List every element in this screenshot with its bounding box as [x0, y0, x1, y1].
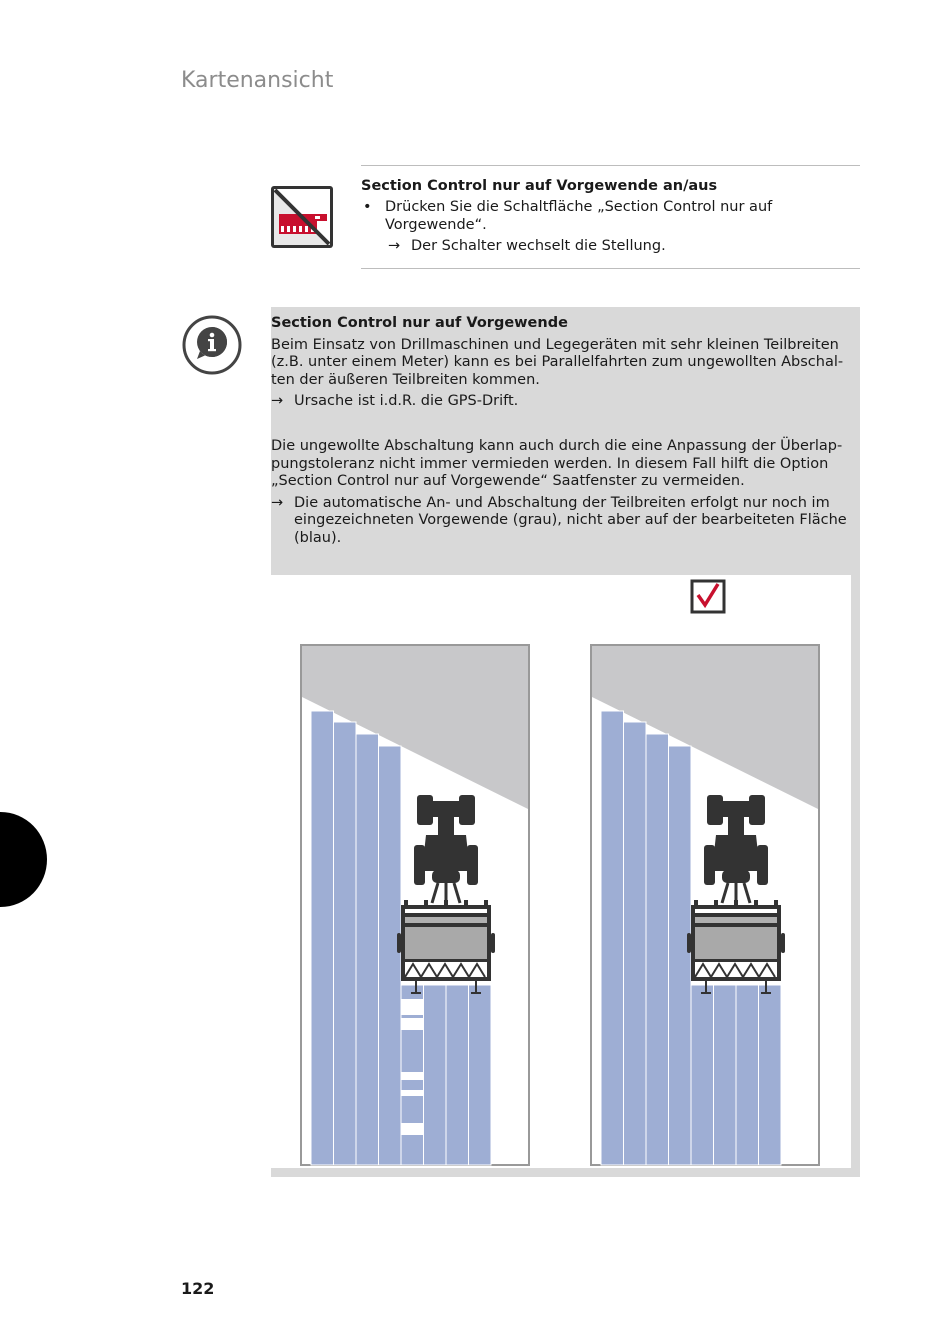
- divider-top: [361, 165, 860, 166]
- step-bullet-line1: • Drücken Sie die Schaltfläche „Section Control nur auf: [385, 199, 773, 215]
- note-arrow2-line3: (blau).: [294, 529, 342, 546]
- note-p1-line1: Beim Einsatz von Drillmaschinen und Legegeräten mit sehr kleinen Teilbreiten: [271, 336, 839, 353]
- arrow-right-icon: →: [271, 393, 284, 410]
- comparison-figure: [271, 575, 860, 1177]
- step-bullet: [361, 198, 860, 234]
- note-arrow2: [271, 495, 851, 548]
- note-arrow2-line1: Die automatische An- und Abschaltung der Teilbreiten erfolgt nur noch im: [294, 494, 830, 511]
- note-p1-line3: ten der äußeren Teilbreiten kommen.: [271, 371, 540, 388]
- note-p2-line3: „Section Control nur auf Vorgewende“ Saatfenster zu vermeiden.: [271, 473, 745, 490]
- step-bullet-line2: Vorgewende“.: [385, 217, 487, 233]
- note-text: [271, 315, 851, 548]
- step-result-text: Der Schalter wechselt die Stellung.: [411, 238, 666, 254]
- note-arrow1: [271, 393, 851, 411]
- section-control-headland-icon[interactable]: [271, 186, 333, 248]
- step-result: [361, 237, 860, 255]
- note-arrow1-text: Ursache ist i.d.R. die GPS-Drift.: [294, 393, 519, 410]
- checkbox-checked-icon: [692, 581, 724, 612]
- arrow-right-icon: →: [271, 494, 284, 511]
- note-p2-line1: Die ungewollte Abschaltung kann auch durch die eine Anpassung der Überlap-: [271, 437, 843, 454]
- note-p2-line2: pungstoleranz nicht immer vermieden werden. In diesem Fall hilft die Option: [271, 455, 829, 472]
- note-arrow2-line2: eingezeichneten Vorgewende (grau), nicht aber auf der bearbeiteten Fläche: [294, 512, 847, 529]
- page-header-title: Kartenansicht: [181, 68, 334, 93]
- page-number: 122: [181, 1279, 215, 1298]
- info-icon: [181, 314, 243, 376]
- step-section: [361, 177, 860, 255]
- step-title: Section Control nur auf Vorgewende an/aus: [361, 178, 718, 194]
- divider-bottom: [361, 268, 860, 269]
- field-panel-without-option: [301, 645, 529, 1165]
- field-panel-with-option: [591, 645, 819, 1165]
- arrow-right-icon: →: [388, 238, 401, 254]
- note-p1-line2: (z.B. unter einem Meter) kann es bei Parallelfahrten zum ungewollten Abschal-: [271, 354, 844, 371]
- chapter-tab-marker: [0, 812, 47, 907]
- note-title: Section Control nur auf Vorgewende: [271, 315, 568, 331]
